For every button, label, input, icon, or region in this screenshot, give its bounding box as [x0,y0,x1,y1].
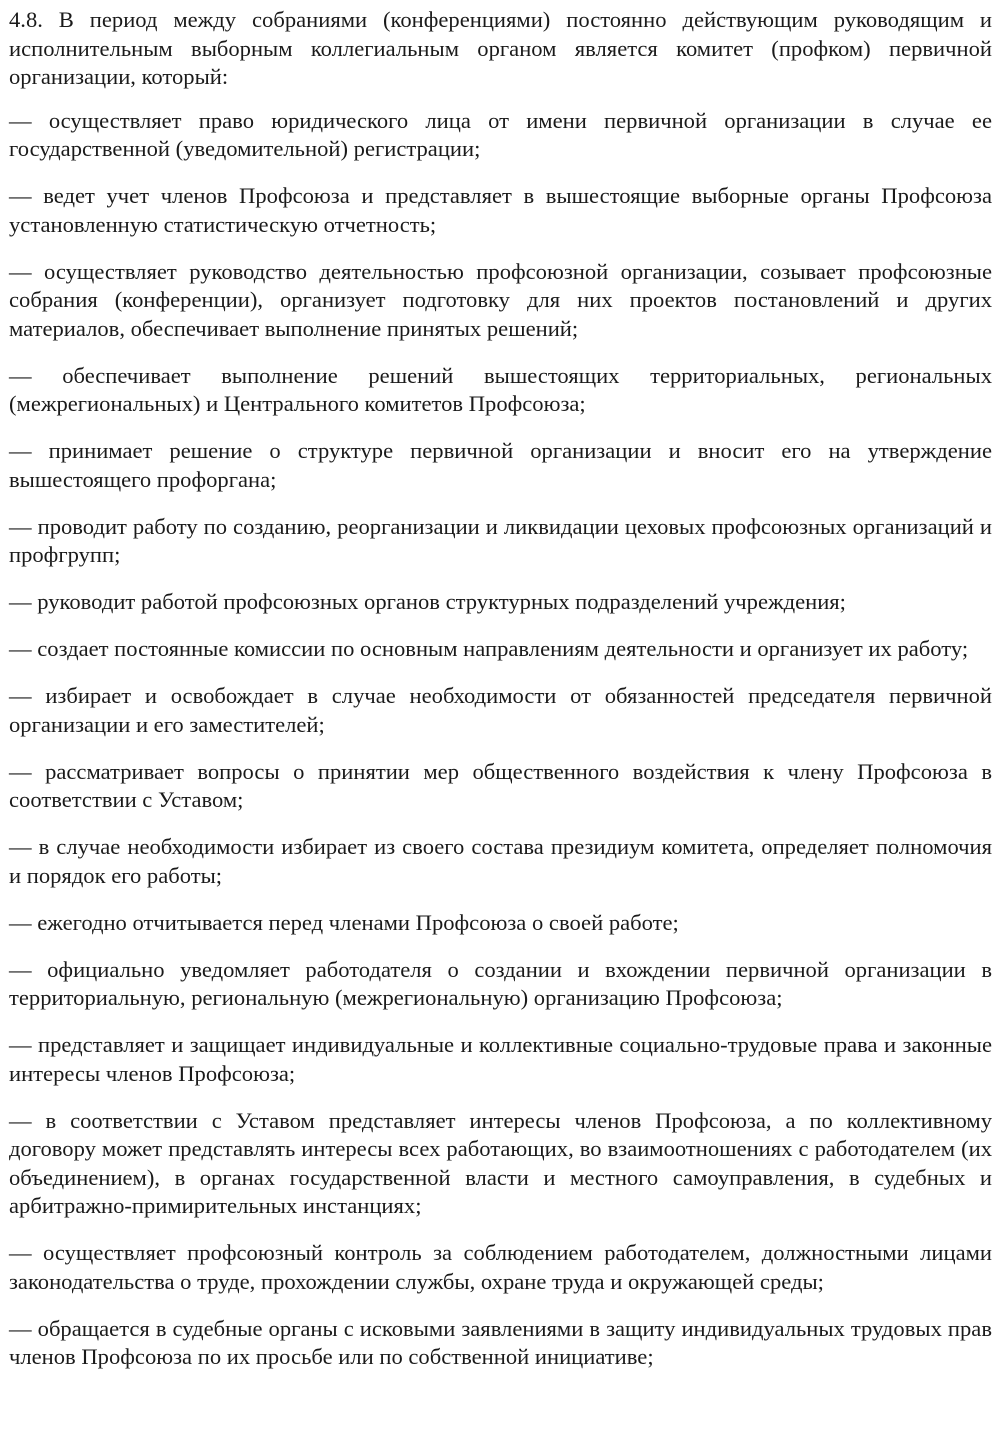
list-item: — в случае необходимости избирает из своего состава президиум комитета, определяет полномочия и порядок его работы; [9,834,992,888]
list-item: — обращается в судебные органы с исковыми заявлениями в защиту индивидуальных трудовых прав членов Профсоюза по их просьбе или по собственной инициативе; [9,1315,992,1369]
list-item: — проводит работу по созданию, реорганизации и ликвидации цеховых профсоюзных организаций и профгрупп; [9,513,992,567]
list-item: — создает постоянные комиссии по основным направлениям деятельности и организует их работу; [9,636,969,661]
list-item: — избирает и освобождает в случае необходимости от обязанностей председателя первичной организации и его заместителей; [9,683,992,737]
list-item: — ежегодно отчитывается перед членами Профсоюза о своей работе; [9,909,679,935]
list-item: — принимает решение о структуре первичной организации и вносит его на утверждение вышестоящего профоргана; [9,438,992,492]
list-item: — обеспечивает выполнение решений вышестоящих территориальных, региональных (межрегиональных) и Центрального комитетов Профсоюза; [9,362,992,416]
list-item: — рассматривает вопросы о принятии мер общественного воздействия к члену Профсоюза в соответствии с Уставом; [9,758,992,812]
list-item: — осуществляет руководство деятельностью профсоюзной организации, созывает профсоюзные собрания (конференции), организует подготовку для них проектов постановлений и других материалов, обеспечивает выполнение принятых решений; [9,258,992,341]
list-item: — осуществляет профсоюзный контроль за соблюдением работодателем, должностными лицами законодательства о труде, прохождении службы, охране труда и окружающей среды; [9,1240,992,1294]
list-item: — осуществляет право юридического лица от имени первичной организации в случае ее государственной (уведомительной) регистрации; [9,107,992,161]
list-item: — в соответствии с Уставом представляет интересы членов Профсоюза, а по коллективному договору может представлять интересы всех работающих, во взаимоотношениях с работодателем (их объединением), в органах государственной власти и местного самоуправления, в судебных и арбитражно-примирительных инстанциях; [9,1107,992,1218]
list-item: — ведет учет членов Профсоюза и представляет в вышестоящие выборные органы Профсоюза установленную статистическую отчетность; [9,183,992,237]
section-intro-paragraph: 4.8. В период между собраниями (конференциями) постоянно действующим руководящим и исполнительным выборным коллегиальным органом является комитет (профком) первичной организации, который: [9,7,992,89]
list-item: — руководит работой профсоюзных органов структурных подразделений учреждения; [9,589,846,614]
list-item: — представляет и защищает индивидуальные и коллективные социально-трудовые права и законные интересы членов Профсоюза; [9,1032,992,1086]
list-item: — официально уведомляет работодателя о создании и вхождении первичной организации в территориальную, региональную (межрегиональную) организацию Профсоюза; [9,956,992,1010]
